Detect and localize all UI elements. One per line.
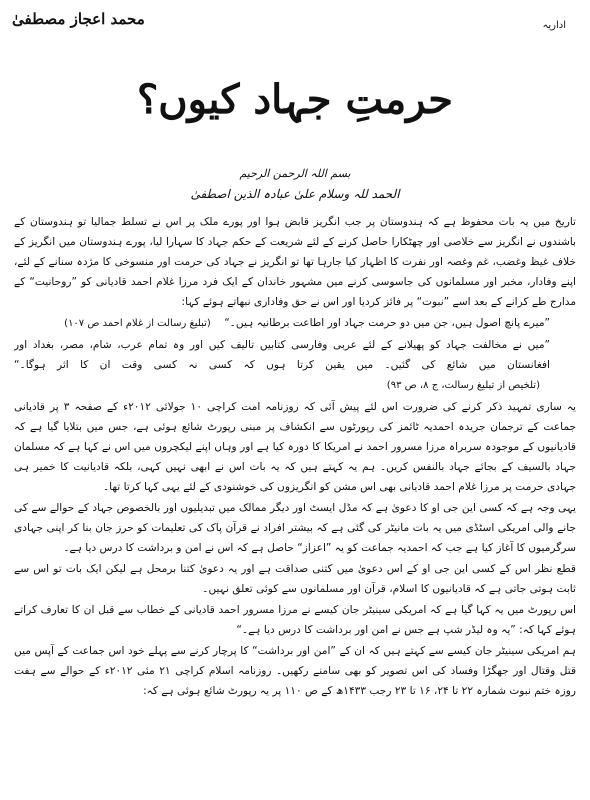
page-title: حرمتِ جہاد کیوں؟ [137, 76, 453, 123]
paragraph-4: قطع نظر اس کے کسی این جی او کے اس دعویٰ میں کتنی صداقت ہے اور یہ دعویٰ کتنا برمحل ہے لیکن ایک بات تو اس سے ثابت ہوتی جاتی ہے کہ قادیانیوں کا اسلام، قرآن اور مسلمانوں سے کوئی تعلق نہیں۔ [14, 563, 576, 595]
bismillah-line: بسم اللہ الرحمن الرحیم [239, 167, 351, 180]
article-body [14, 212, 576, 796]
paragraph-5: اس رپورٹ میں یہ کہا گیا ہے کہ امریکی سینیٹر جان کیسے نے مرزا مسرور احمد قادیانی کے خطاب سے قبل ان کا تعارف کراتے ہوئے کہا کہ: ”یہ وہ لیڈر شپ ہے جس نے امن اور برداشت کا درس دیا ہے۔“ [14, 604, 576, 636]
quote-2-reference: (تلخیص از تبلیغ رسالت، ج ۸، ص ۹۳) [386, 380, 540, 391]
paragraph-1: تاریخ میں یہ بات محفوظ ہے کہ ہندوستان پر جب انگریز قابض ہوا اور پورے ملک پر اس نے تسلط جمالیا تو ہندوستان کے باشندوں نے انگریز سے خلاصی اور چھٹکارا حاصل کرنے کے لئے شریعت کے حکم جہاد کا سہارا لیا، پورے ہندوستان میں انگریز کے خلاف غیظ وغضب، غم وغصہ اور نفرت کا اظہار کیا جارہا تھا تو انگریز نے جہاد کی حرمت اور منسوخی کا مژدہ سنانے کے لئے، اپنے وفادار، مخبر اور مسلمانوں کی جاسوسی کرنے میں مشہور خاندان کے ایک فرد مرزا غلام احمد قادیانی کو ”روحانیت“ کے مدارج طے کرانے کے بعد اسے ”نبوت“ پر فائز کردیا اور اس نے حق وفاداری نبھاتے ہوئے کہا: [14, 216, 576, 308]
paragraph-2: یہ ساری تمہید ذکر کرنے کی ضرورت اس لئے پیش آئی کہ روزنامہ امت کراچی ۱۰ جولائی ۲۰۱۲ء کے صفحہ ۳ پر قادیانی جماعت کے ترجمان جریدہ احمدیہ ٹائمز کی رپورٹوں سے انکشاف پر مبنی رپورٹ شائع ہوئی ہے، جس میں بتلایا گیا ہے کہ قادیانیوں کے موجودہ سربراہ مرزا مسرور احمد نے امریکا کا دورہ کیا ہے اور وہاں اپنے لیکچروں میں اس نے کہا ہے کہ مسلمان جہاد بالسیف کے بجائے جہاد بالنفس کریں۔ ہم یہ کہتے ہیں کہ یہ بات اس نے ابھی نہیں کہی، بلکہ قادیانیت کا خمیر ہی جہادی حرمت پر مرزا غلام احمد قادیانی بھی اس مشن کو انگریزوں کی خوشنودی کے لئے یہی کہا کرتا تھا۔ [14, 401, 576, 493]
quote-2-text: ”میں نے مخالفت جہاد کو پھیلانے کے لئے عربی وفارسی کتابیں تالیف کیں اور وہ تمام عرب، شام، مصر، بغداد اور افغانستان میں شائع کی گئیں۔ میں یقین کرتا ہوں کہ کسی نہ کسی وقت ان کا اثر ہوگا۔“ [14, 339, 550, 371]
quote-1-text: ”میرے پانچ اصول ہیں، جن میں دو حرمت جہاد اور اطاعت برطانیہ ہیں۔“ [224, 317, 550, 329]
author-name: محمد اعجاز مصطفیٰ [12, 10, 145, 28]
section-label: اداریہ [542, 20, 566, 31]
quote-2 [14, 335, 576, 396]
quote-1-reference: (تبلیغ رسالت از غلام احمد ص ۱۰۷) [64, 318, 211, 329]
paragraph-6: ہم امریکی سینیٹر جان کیسے سے کہتے ہیں کہ ان کے ”امن اور برداشت“ کا پرچار کرنے سے پہلے خود اس جماعت کے آپس میں قتل وقتال اور جھگڑا وفساد کی اس تصویر کو بھی سامنے رکھیں۔ روزنامہ اسلام کراچی ۲۱ مئی ۲۰۱۲ء کے حوالے سے ہفت روزہ ختم نبوت شمارہ ۲۲ تا ۲۴، ۱۶ تا ۲۳ رجب ۱۴۳۳ھ کے ص ۱۱۰ پر یہ رپورٹ شائع ہوئی ہے کہ: [14, 645, 576, 697]
hamd-line: الحمد للہ وسلام علیٰ عبادہ الذین اصطفیٰ [190, 187, 400, 201]
paragraph-3: یہی وجہ ہے کہ کسی این جی او کا دعویٰ ہے کہ مڈل ایسٹ اور دیگر ممالک میں تبدیلیوں اور بالخصوص جہاد کے حوالے سے کی جانے والی امریکی اسٹڈی میں یہ بات مانیٹر کی گئی ہے کہ بیشتر افراد نے قرآن پاک کی تعلیمات کو حرز جان بنا کر اپنی جہادی سرگرمیوں کا آغاز کیا ہے جب کہ احمدیہ جماعت کو یہ ”اعزاز“ حاصل ہے کہ اس نے امن و برداشت کا درس دیا ہے۔ [14, 502, 576, 554]
quote-1 [14, 313, 576, 334]
